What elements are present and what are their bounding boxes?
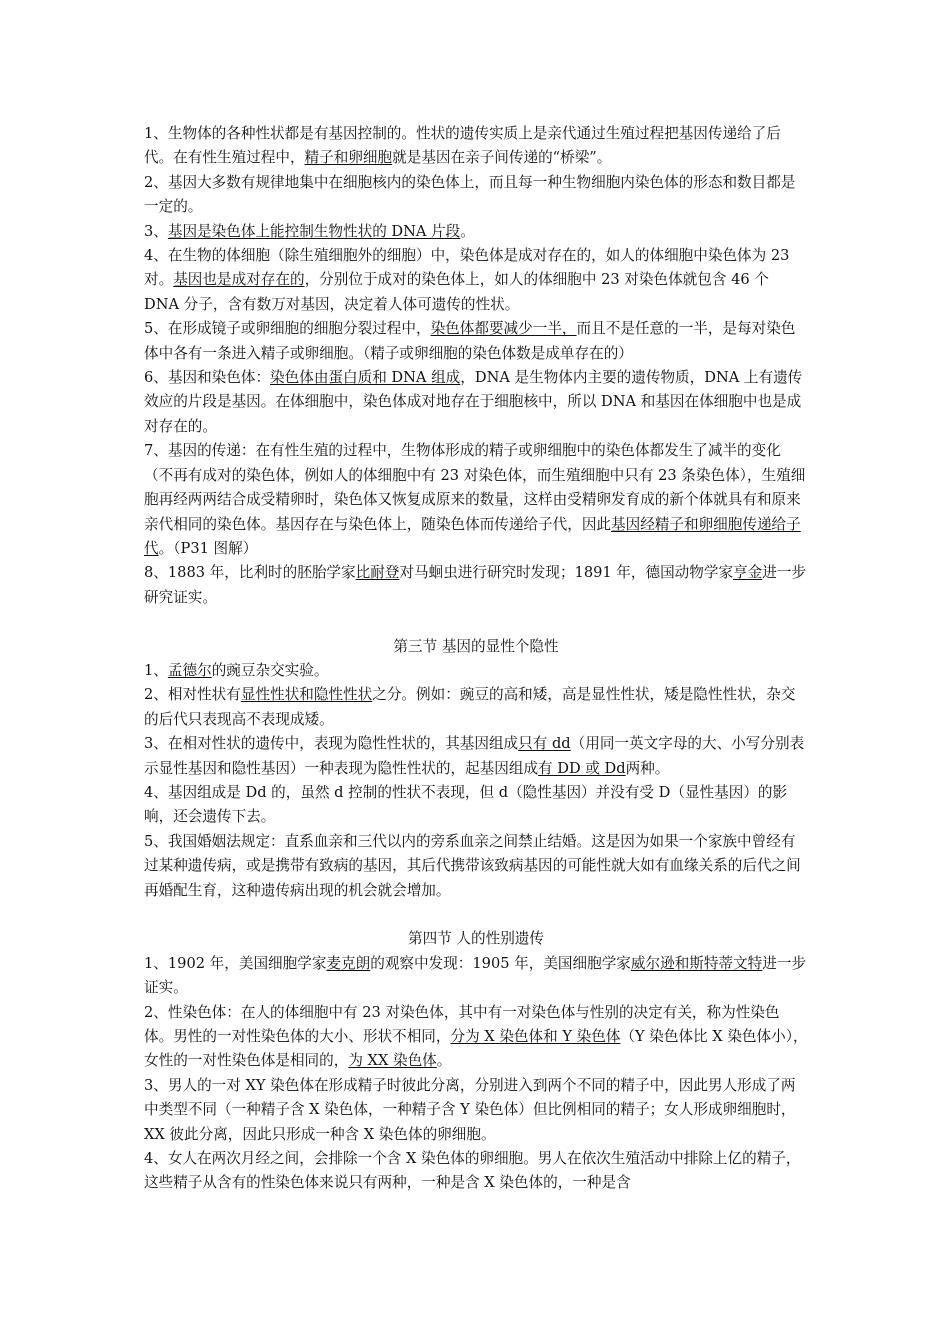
text-run: 进一步研究证实。 bbox=[144, 564, 807, 606]
text-run: 6、基因和染色体： bbox=[144, 369, 271, 387]
text-run: 的观察中发现：1905 年，美国细胞学家 bbox=[370, 954, 631, 972]
underlined-text: 为 XX 染色体 bbox=[348, 1052, 437, 1070]
underlined-text: 孟德尔 bbox=[167, 661, 212, 679]
text-run: 2、相对性状有 bbox=[144, 686, 241, 704]
underlined-text: 显性性状和隐性性状 bbox=[240, 686, 373, 704]
text-run: 2、性染色体：在人的体细胞中有 23 对染色体，其中有一对染色体与性别的决定有关，称为性染色体。男性的一对性染色体的大小、形状不相同， bbox=[144, 1003, 780, 1045]
text-run: 而且不是任意的一半，是每对染色体中各有一条进入精子或卵细胞。（精子或卵细胞的染色体数是成单存在的） bbox=[144, 320, 796, 362]
underlined-text: 基因是染色体上能控制生物性状的 DNA 片段 bbox=[167, 222, 461, 240]
paragraph bbox=[144, 366, 808, 439]
blank-line bbox=[144, 610, 808, 634]
text-run: 5、我国婚姻法规定：直系血亲和三代以内的旁系血亲之间禁止结婚。这是因为如果一个家族中曾经有过某种遗传病，或是携带有致病的基因，其后代携带该致病基因的可能性就大如有血缘关系的后代之间再婚配生育，这种遗传病出现的机会就会增加。 bbox=[144, 832, 801, 899]
text-run: 两种。 bbox=[625, 759, 670, 777]
text-run: 。（P31 图解） bbox=[158, 539, 258, 557]
underlined-text: 分为 X 染色体和 Y 染色体 bbox=[450, 1028, 621, 1045]
paragraph bbox=[144, 1001, 808, 1074]
text-run: 的豌豆杂交实验。 bbox=[211, 661, 329, 679]
paragraph bbox=[144, 659, 808, 683]
paragraph bbox=[144, 220, 808, 244]
paragraph bbox=[144, 732, 808, 781]
paragraph bbox=[144, 439, 808, 561]
text-run: （用同一英文字母的大、小写分别表示显性基因和隐性基因）一种表现为隐性性状的，起基因组成 bbox=[144, 735, 805, 777]
text-run: 4、在生物的体细胞（除生殖细胞外的细胞）中，染色体是成对存在的，如人的体细胞中染色体为 23 对。 bbox=[144, 247, 790, 289]
underlined-text: 基因也是成对存在的 bbox=[173, 271, 305, 289]
paragraph bbox=[144, 1147, 808, 1196]
underlined-text: 麦克朗 bbox=[326, 954, 371, 972]
section-chromosome-genes bbox=[144, 122, 808, 610]
text-run: 8、1883 年，比利时的胚胎学家 bbox=[144, 564, 356, 582]
text-run: 3、在相对性状的遗传中，表现为隐性性状的，其基因组成 bbox=[144, 735, 519, 753]
paragraph bbox=[144, 683, 808, 732]
text-run: 。 bbox=[436, 1052, 452, 1070]
text-run: 1、生物体的各种性状都是有基因控制的。性状的遗传实质上是亲代通过生殖过程把基因传递给了后代。在有性生殖过程中， bbox=[144, 125, 781, 167]
paragraph bbox=[144, 952, 808, 1001]
underlined-text: 亨金 bbox=[733, 564, 763, 582]
text-run: 4、女人在两次月经之间，会排除一个含 X 染色体的卵细胞。男人在依次生殖活动中排除上亿的精子，这些精子从含有的性染色体来说只有两种，一种是含 X 染色体的，一种是含 bbox=[144, 1150, 801, 1192]
text-run: 4、基因组成是 Dd 的，虽然 d 控制的性状不表现，但 d（隐性基因）并没有受 D（显性基因）的影响，还会遗传下去。 bbox=[144, 783, 788, 826]
section-3-heading: 第三节 基因的显性个隐性 bbox=[393, 637, 559, 655]
text-run: 2、基因大多数有规律地集中在细胞核内的染色体上，而且每一种生物细胞内染色体的形态和数目都是一定的。 bbox=[144, 173, 796, 216]
section-sex-inheritance bbox=[144, 952, 808, 1196]
underlined-text: 有 DD 或 Dd bbox=[538, 759, 626, 777]
underlined-text: 只有 dd bbox=[518, 735, 571, 753]
text-run: 5、在形成镜子或卵细胞的细胞分裂过程中， bbox=[144, 320, 431, 338]
blank-line bbox=[144, 903, 808, 927]
text-run: ，分别位于成对的染色体上，如人的体细胞中 23 对染色体就包含 46 个 DNA 分子，含有数万对基因，决定着人体可遗传的性状。 bbox=[144, 271, 769, 313]
underlined-text: 染色体都要减少一半， bbox=[430, 320, 577, 338]
text-run: 7、基因的传递：在有性生殖的过程中，生物体形成的精子或卵细胞中的染色体都发生了减半的变化（不再有成对的染色体，例如人的体细胞中有 23 对染色体，而生殖细胞中只有 23 条染色体），生殖细胞再经两两结合成受精卵时，染色体又恢复成原来的数量，这样由受精卵发育成的新个体就具有和原来亲代相同的染色体。基因存在与染色体上，随染色体而传递给子代，因此 bbox=[144, 442, 806, 533]
underlined-text: 基因经精子和卵细胞传递给子代 bbox=[144, 515, 801, 557]
underlined-text: 威尔逊和斯特蒂文特 bbox=[630, 954, 763, 972]
paragraph bbox=[144, 830, 808, 903]
paragraph bbox=[144, 781, 808, 830]
text-run: 之分。例如：豌豆的高和矮，高是显性性状，矮是隐性性状，杂交的后代只表现高不表现成矮。 bbox=[144, 686, 796, 728]
paragraph bbox=[144, 561, 808, 610]
underlined-text: 染色体由蛋白质和 DNA 组成 bbox=[270, 369, 461, 387]
text-run: 。 bbox=[460, 222, 475, 240]
section-4-heading: 第四节 人的性别遗传 bbox=[408, 930, 544, 948]
text-run: （Y 染色体比 X 染色体小），女性的一对性染色体是相同的， bbox=[144, 1028, 808, 1070]
text-run: ，DNA 是生物体内主要的遗传物质，DNA 上有遗传效应的片段是基因。在体细胞中，染色体成对地存在于细胞核中，所以 DNA 和基因在体细胞中也是成对存在的。 bbox=[144, 369, 803, 435]
text-run: 3、 bbox=[144, 222, 168, 240]
text-run: 进一步证实。 bbox=[144, 954, 807, 997]
paragraph bbox=[144, 317, 808, 366]
text-run: 对马蛔虫进行研究时发现；1891 年，德国动物学家 bbox=[399, 564, 734, 582]
paragraph bbox=[144, 171, 808, 220]
text-run: 1、 bbox=[144, 661, 168, 679]
text-run: 3、男人的一对 XY 染色体在形成精子时彼此分离，分别进入到两个不同的精子中，因此男人形成了两中类型不同（一种精子含 X 染色体，一种精子含 Y 染色体）但比例相同的精子；女人形成卵细胞时，XX 彼此分离，因此只形成一种含 X 染色体的卵细胞。 bbox=[144, 1076, 796, 1143]
paragraph bbox=[144, 122, 808, 171]
document-body bbox=[144, 122, 808, 1196]
underlined-text: 精子和卵细胞 bbox=[304, 149, 393, 167]
section-dominant-recessive bbox=[144, 659, 808, 903]
paragraph bbox=[144, 244, 808, 317]
paragraph bbox=[144, 1074, 808, 1147]
text-run: 就是基因在亲子间传递的“桥梁”。 bbox=[392, 149, 612, 167]
text-run: 1、1902 年，美国细胞学家 bbox=[144, 954, 327, 972]
underlined-text: 比耐登 bbox=[355, 564, 400, 582]
